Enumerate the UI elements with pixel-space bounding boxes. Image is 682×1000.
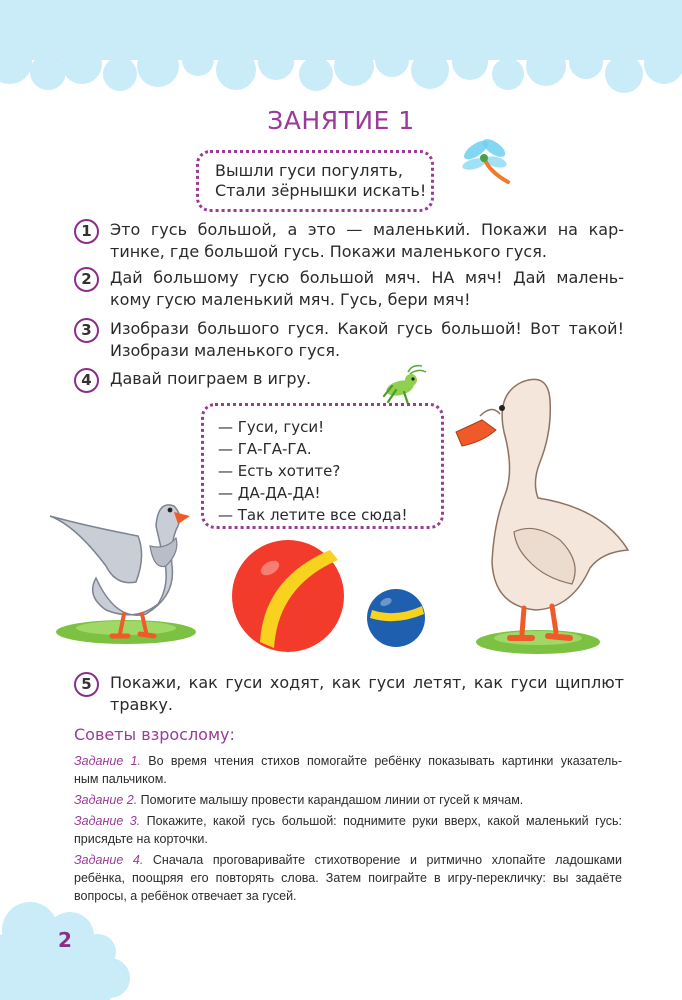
advice-item-1: [74, 752, 622, 788]
task-line: Давай поиграем в игру.: [110, 369, 312, 388]
task-line: тинке, где большой гусь. Покажи маленького гуся.: [110, 242, 547, 261]
advice-text: Сначала проговаривайте стихотворение и ритмично хлопайте ладошками: [143, 853, 622, 867]
task-line: кому гусю маленький мяч. Гусь, бери мяч!: [110, 290, 471, 309]
advice-title: Советы взрослому:: [74, 725, 235, 744]
task-text: [110, 267, 624, 311]
task-text: [110, 219, 624, 263]
advice-text: Во время чтения стихов помогайте ребёнку показывать картинки указатель-: [141, 754, 623, 768]
task-2: [74, 267, 624, 311]
lesson-title: ЗАНЯТИЕ 1: [267, 106, 415, 135]
advice-text: ребёнка, поощряя его повторять слова. Затем поиграйте в игру-перекличку: вы задаёте: [74, 871, 622, 885]
poem-line: Стали зёрнышки искать!: [215, 181, 427, 200]
task-line: Изобрази маленького гуся.: [110, 341, 341, 360]
advice-text: присядьте на корточки.: [74, 832, 208, 846]
page-number: 2: [58, 928, 72, 952]
grasshopper-icon: [382, 362, 428, 406]
poem-line: Вышли гуси погулять,: [215, 161, 403, 180]
task-line: травку.: [110, 695, 173, 714]
game-line: — Гуси, гуси!: [218, 418, 325, 436]
big-ball-illustration: [230, 538, 346, 654]
advice-text: Покажите, какой гусь большой: поднимите руки вверх, какой маленький гусь:: [140, 814, 622, 828]
game-line: — Есть хотите?: [218, 462, 341, 480]
task-text: [110, 318, 624, 362]
advice-text: ным пальчиком.: [74, 772, 167, 786]
task-number: 2: [74, 267, 99, 292]
advice-label: Задание 2.: [74, 793, 138, 807]
task-line: Изобрази большого гуся. Какой гусь большой! Вот такой!: [110, 319, 624, 338]
advice-item-4: [74, 851, 622, 905]
task-3: [74, 318, 624, 362]
advice-label: Задание 4.: [74, 853, 144, 867]
game-dialogue-box: [201, 403, 444, 529]
task-5: [74, 672, 624, 716]
poem-box: [196, 150, 434, 212]
task-line: Покажи, как гуси ходят, как гуси летят, как гуси щиплют: [110, 673, 624, 692]
cloud-top-decoration: [0, 0, 682, 95]
game-line: — Так летите все сюда!: [218, 506, 408, 524]
task-line: Это гусь большой, а это — маленький. Покажи на кар-: [110, 220, 624, 239]
small-ball-illustration: [366, 588, 426, 648]
task-1: [74, 219, 624, 263]
game-line: — ДА-ДА-ДА!: [218, 484, 321, 502]
big-goose-illustration: [452, 372, 632, 658]
advice-label: Задание 3.: [74, 814, 141, 828]
advice-item-3: [74, 812, 622, 848]
task-number: 4: [74, 368, 99, 393]
task-number: 1: [74, 219, 99, 244]
task-text: [110, 672, 624, 716]
small-goose-illustration: [46, 486, 196, 648]
game-line: — ГА-ГА-ГА.: [218, 440, 312, 458]
dragonfly-icon: [456, 138, 514, 190]
advice-label: Задание 1.: [74, 754, 141, 768]
task-number: 5: [74, 672, 99, 697]
advice-item-2: [74, 791, 622, 809]
task-line: Дай большому гусю большой мяч. НА мяч! Дай малень-: [110, 268, 624, 287]
task-number: 3: [74, 318, 99, 343]
advice-text: Помогите малышу провести карандашом линии от гусей к мячам.: [137, 793, 524, 807]
advice-text: вопросы, а ребёнок отвечает за гусей.: [74, 889, 297, 903]
